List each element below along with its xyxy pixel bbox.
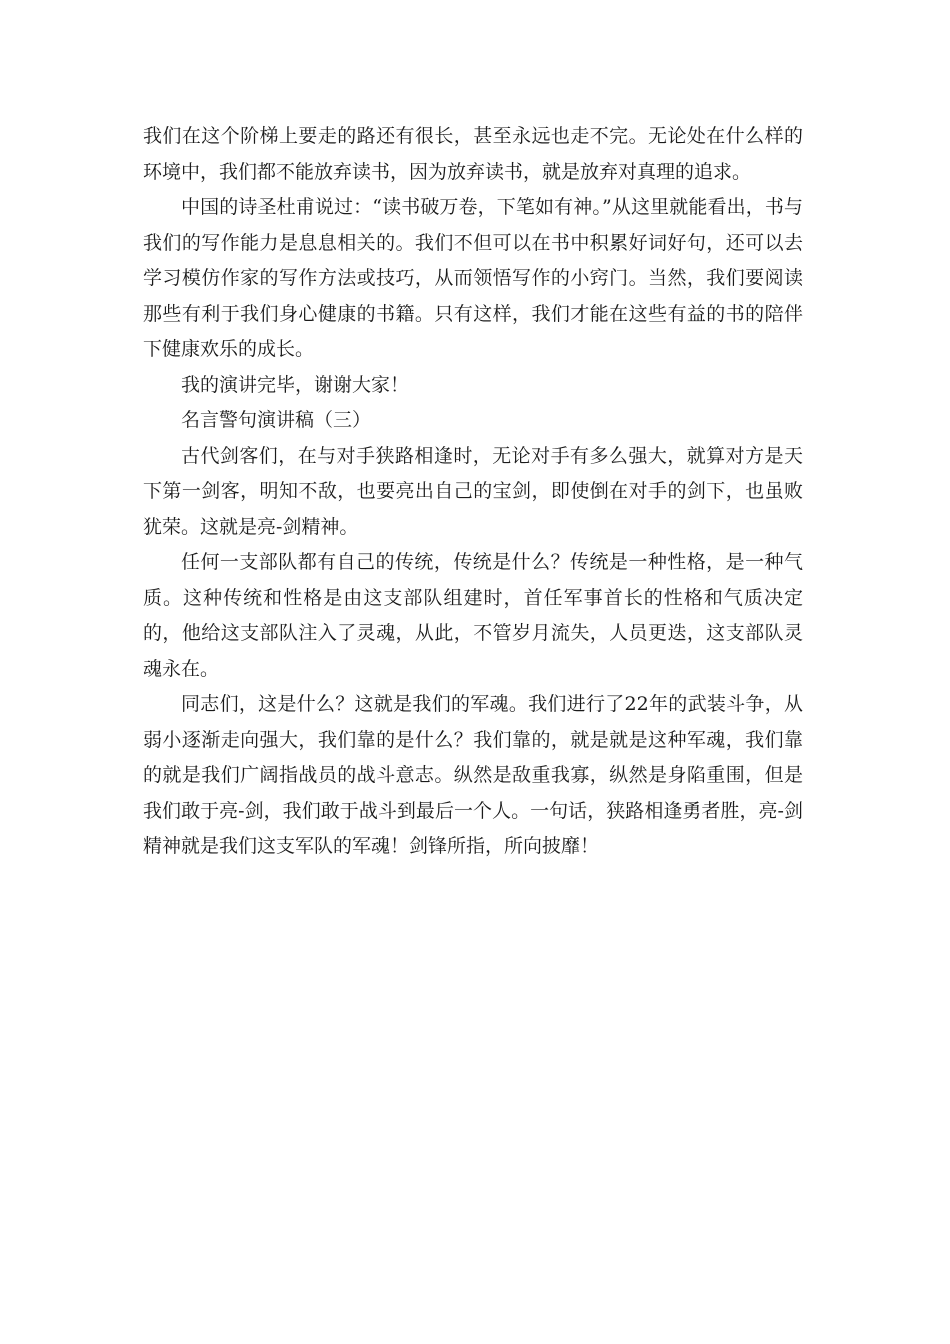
paragraph-2: 中国的诗圣杜甫说过：“读书破万卷，下笔如有神。”从这里就能看出，书与我们的写作能力是息息相关的。我们不但可以在书中积累好词好句，还可以去学习模仿作家的写作方法或技巧，从而领悟写作的小窍门。当然，我们要阅读那些有利于我们身心健康的书籍。只有这样，我们才能在这些有益的书的陪伴下健康欢乐的成长。 [143, 196, 803, 360]
section-heading: 名言警句演讲稿（三） [181, 409, 372, 431]
paragraph-6: 任何一支部队都有自己的传统，传统是什么？传统是一种性格，是一种气质。这种传统和性格是由这支部队组建时，首任军事首长的性格和气质决定的，他给这支部队注入了灵魂，从此，不管岁月流失，人员更迭，这支部队灵魂永在。 [143, 551, 803, 680]
document-body [143, 119, 803, 865]
paragraph-3: 我的演讲完毕，谢谢大家！ [181, 373, 410, 396]
paragraph-7: 同志们，这是什么？这就是我们的军魂。我们进行了22年的武装斗争，从弱小逐渐走向强大，我们靠的是什么？我们靠的，就是就是这种军魂，我们靠的就是我们广阔指战员的战斗意志。纵然是敌重我寡，纵然是身陷重围，但是我们敢于亮-剑，我们敢于战斗到最后一个人。一句话，狭路相逢勇者胜，亮-剑精神就是我们这支军队的军魂！剑锋所指，所向披靡！ [143, 693, 803, 857]
paragraph-1: 我们在这个阶梯上要走的路还有很长，甚至永远也走不完。无论处在什么样的环境中，我们都不能放弃读书，因为放弃读书，就是放弃对真理的追求。 [143, 125, 803, 183]
paragraph-5: 古代剑客们，在与对手狭路相逢时，无论对手有多么强大，就算对方是天下第一剑客，明知不敌，也要亮出自己的宝剑，即使倒在对手的剑下，也虽败犹荣。这就是亮-剑精神。 [143, 444, 803, 538]
